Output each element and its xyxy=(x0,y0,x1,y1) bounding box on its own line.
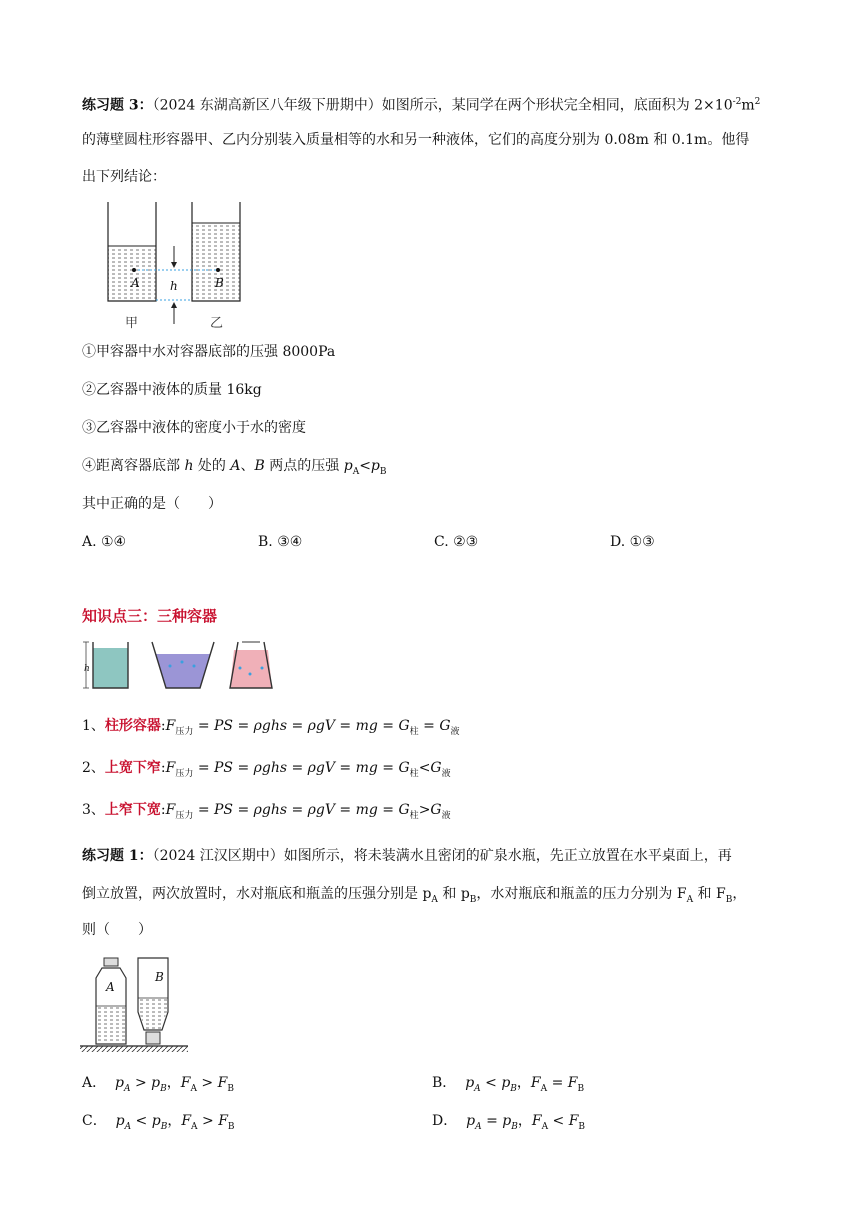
q1-line2: 倒立放置，两次放置时，水对瓶底和瓶盖的压强分别是 $p_A$ 和 $p_B$，水对瓶底和瓶盖的压力分别为 $F_A$ 和 $F_B$， xyxy=(82,886,747,905)
q1-option-c[interactable]: C． $p_A < p_B$，$F_A > F_B$ xyxy=(82,1113,235,1132)
formula-1: 1、柱形容器$:F_{压力}$ = PS = ρghs = ρgV = mg = $G_柱 = G_液$ xyxy=(82,718,460,737)
bottle-label-b: B xyxy=(155,970,164,984)
q3-option-a[interactable]: A. ①④ xyxy=(82,534,127,550)
fig-label-jia: 甲 xyxy=(125,316,139,331)
fig-label-a: A xyxy=(131,276,140,290)
q3-option-d[interactable]: D. ①③ xyxy=(610,534,655,550)
q3-line1: 练习题 3：（2024 东湖高新区八年级下册期中）如图所示，某同学在两个形状完全相同，底面积为 $2\times 10^{-2}m^2$ xyxy=(82,97,761,114)
q1-line1: 练习题 1：（2024 江汉区期中）如图所示，将未装满水且密闭的矿泉水瓶，先正立放置在水平桌面上，再 xyxy=(82,848,732,864)
statement-1: ①甲容器中水对容器底部的压强 8000Pa xyxy=(82,344,336,360)
q1-line3: 则（ ） xyxy=(82,922,152,938)
fig-label-yi: 乙 xyxy=(210,316,224,331)
statement-3: ③乙容器中液体的密度小于水的密度 xyxy=(82,420,306,436)
section-title: 知识点三：三种容器 xyxy=(82,607,218,625)
q3-line3: 出下列结论： xyxy=(82,169,166,185)
q1-option-b[interactable]: B． $p_A < p_B$，$F_A = F_B$ xyxy=(432,1075,585,1094)
bottles-figure xyxy=(80,954,190,1054)
q3-option-c[interactable]: C. ②③ xyxy=(434,534,479,550)
statement-4: ④距离容器底部 h 处的 A、B 两点的压强 $p_A<p_B$ xyxy=(82,458,387,477)
q1-option-d[interactable]: D． $p_A = p_B$，$F_A < F_B$ xyxy=(432,1113,586,1132)
fig-label-b: B xyxy=(215,276,224,290)
formula-3: 3、上窄下宽$:F_{压力}$ = PS = ρghs = ρgV = mg = $G_柱>G_液$ xyxy=(82,802,451,821)
q3-question: 其中正确的是（ ） xyxy=(82,496,222,512)
formula-2: 2、上宽下窄$:F_{压力}$ = PS = ρghs = ρgV = mg = $G_柱<G_液$ xyxy=(82,760,451,779)
container-h-label: h xyxy=(84,664,90,674)
q1-option-a[interactable]: A． $p_A > p_B$，$F_A > F_B$ xyxy=(82,1075,234,1094)
three-containers-figure xyxy=(82,638,282,692)
q3-option-b[interactable]: B. ③④ xyxy=(258,534,303,550)
fig-label-h: h xyxy=(170,279,178,293)
q3-line2: 的薄壁圆柱形容器甲、乙内分别装入质量相等的水和另一种液体，它们的高度分别为 0.08m 和 0.1m。他得 xyxy=(82,132,750,148)
bottle-label-a: A xyxy=(106,980,115,994)
statement-2: ②乙容器中液体的质量 16kg xyxy=(82,382,262,398)
